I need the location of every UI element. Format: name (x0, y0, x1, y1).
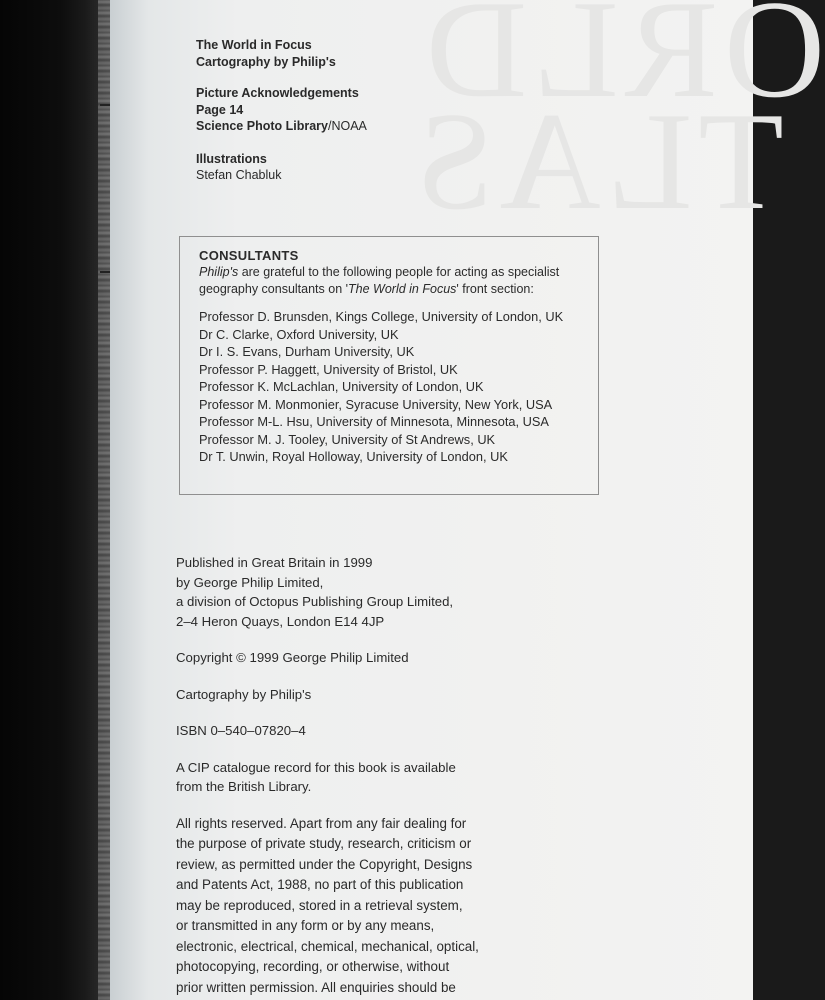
consultants-list (199, 308, 598, 466)
illustrations-name: Stefan Chabluk (196, 168, 282, 182)
consultants-title: CONSULTANTS (199, 248, 299, 263)
imprint-section (176, 553, 556, 998)
consultants-intro: Philip's are grateful to the following people for acting as specialist geography consultants on 'The World in Focus' front section: (199, 265, 560, 296)
consultant-entry: Dr I. S. Evans, Durham University, UK (199, 344, 415, 359)
show-through-text: TLAS (410, 84, 784, 239)
publisher-info: Published in Great Britain in 1999 by George Philip Limited, a division of Octopus Publishing Group Limited, 2–4 Heron Quays, London E14 4JP (176, 555, 454, 629)
rights-notice: All rights reserved. Apart from any fair dealing for the purpose of private study, research, criticism or review, as permitted under the Copyright, Designs and Patents Act, 1988, no part of this publication may be reproduced, stored in a retrieval system, or transmitted in any form or by any means, electronic, electrical, chemical, mechanical, optical, photocopying, recording, or otherwise, without prior written permission. All enquiries should be (176, 815, 479, 995)
copyright-line: Copyright © 1999 George Philip Limited (176, 650, 409, 665)
consultants-box (179, 236, 599, 495)
consultant-entry: Professor M. Monmonier, Syracuse University, New York, USA (199, 396, 553, 412)
consultant-entry: Dr T. Unwin, Royal Holloway, University of London, UK (199, 449, 508, 464)
credits-section (196, 37, 367, 184)
picture-ack-page: Page 14 (196, 102, 244, 117)
picture-ack-title: Picture Acknowledgements (196, 86, 359, 100)
credits-line: The World in Focus (196, 38, 312, 52)
consultant-entry: Professor D. Brunsden, Kings College, University of London, UK (199, 309, 564, 324)
consultant-entry: Professor M-L. Hsu, University of Minnesota, Minnesota, USA (199, 414, 549, 429)
picture-ack-source: Science Photo Library/NOAA (196, 119, 367, 133)
illustrations-title: Illustrations (196, 151, 267, 166)
consultant-entry: Professor K. McLachlan, University of London, UK (199, 379, 484, 394)
consultant-entry: Professor P. Haggett, University of Bristol, UK (199, 361, 458, 377)
consultant-entry: Dr C. Clarke, Oxford University, UK (199, 326, 399, 342)
consultant-entry: Professor M. J. Tooley, University of St Andrews, UK (199, 431, 496, 447)
book-spine (0, 0, 110, 1000)
isbn-line: ISBN 0–540–07820–4 (176, 723, 306, 738)
book-page (110, 0, 825, 1000)
show-through-text: ORLD (420, 0, 825, 127)
cartography-line: Cartography by Philip's (176, 686, 312, 702)
cip-notice: A CIP catalogue record for this book is available from the British Library. (176, 759, 456, 794)
credits-line: Cartography by Philip's (196, 54, 336, 69)
